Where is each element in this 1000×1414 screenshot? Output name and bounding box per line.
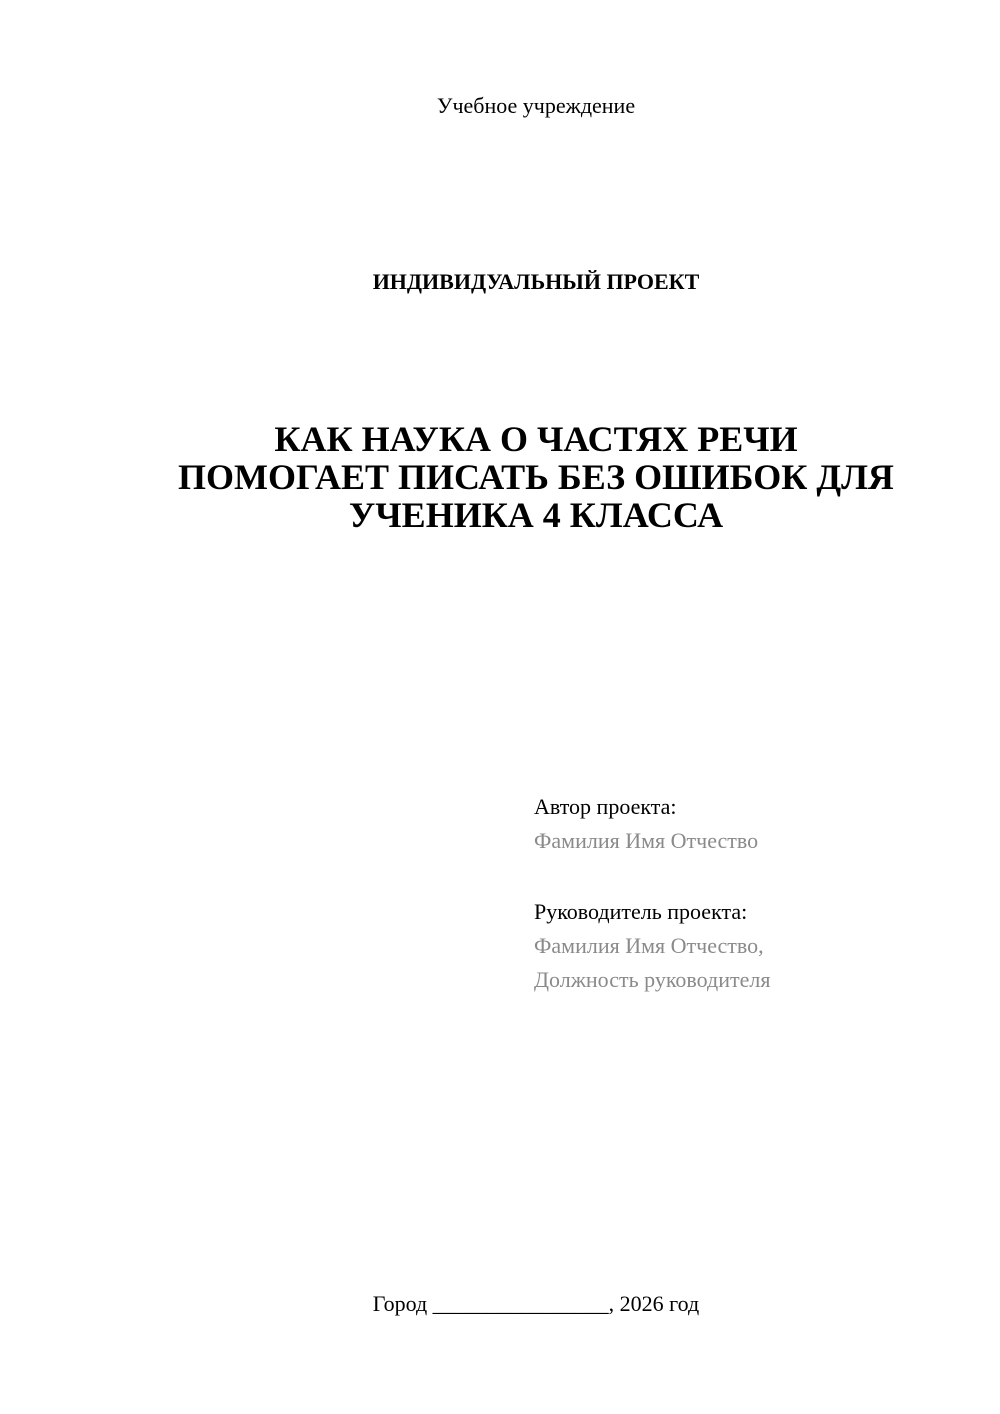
author-name: Фамилия Имя Отчество [534,828,759,853]
author-label: Автор проекта: [534,794,677,819]
project-type: ИНДИВИДУАЛЬНЫЙ ПРОЕКТ [372,269,700,294]
supervisor-label: Руководитель проекта: [534,899,748,924]
author-block [534,790,974,858]
project-title-line: КАК НАУКА О ЧАСТЯХ РЕЧИ [274,419,798,459]
project-title-line: УЧЕНИКА 4 КЛАССА [348,495,724,535]
project-title [120,420,952,534]
supervisor-block [534,895,974,997]
supervisor-name: Фамилия Имя Отчество, [534,933,764,958]
project-title-line: ПОМОГАЕТ ПИСАТЬ БЕЗ ОШИБОК ДЛЯ [178,457,894,497]
supervisor-position: Должность руководителя [534,967,771,992]
city-year-line: Город ________________, 2026 год [372,1291,700,1316]
institution-name: Учебное учреждение [436,93,636,118]
